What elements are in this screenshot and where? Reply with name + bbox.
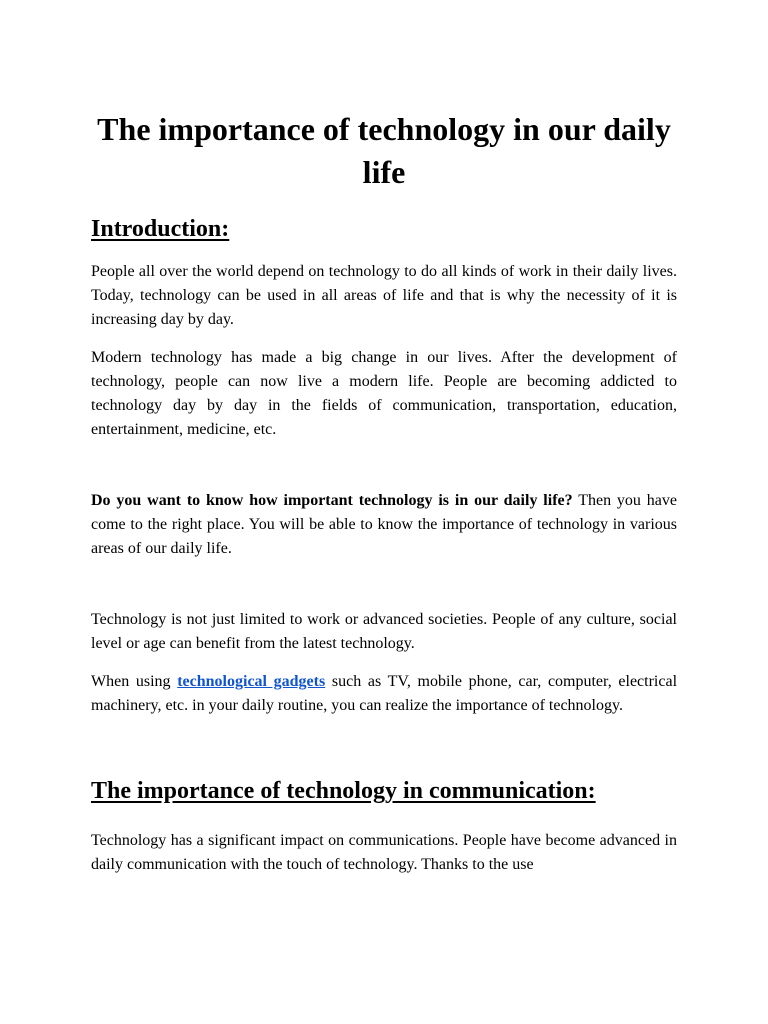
paragraph-6: Technology has a significant impact on communications. People have become advanced in daily communication with the touch of technology. Thanks to the use (91, 832, 677, 873)
paragraph-5 (91, 670, 677, 718)
document-title: The importance of technology in our daily life (97, 111, 671, 190)
paragraph-5-end: such as TV, mobile phone, car, computer, electrical machinery, etc. in your daily routine, you can realize the importance of technology. (91, 673, 678, 714)
technological-gadgets-link[interactable]: technological gadgets (177, 673, 326, 690)
paragraph-3-question: Do you want to know how important technology is in our daily life? (91, 492, 573, 509)
paragraph-4: Technology is not just limited to work or advanced societies. People of any culture, social level or age can benefit from the latest technology. (91, 611, 677, 652)
paragraph-3-rest: Then you have come to the right place. You will be able to know the importance of technology in various areas of our daily life. (91, 492, 677, 557)
paragraph-5-start: When using (91, 673, 178, 690)
document-body (91, 108, 677, 877)
introduction-heading: Introduction: (91, 216, 230, 242)
paragraph-3 (91, 489, 677, 561)
paragraph-1: People all over the world depend on technology to do all kinds of work in their daily lives. Today, technology can be used in all areas of life and that is why the necessity of it is increasing day by day. (91, 263, 677, 328)
paragraph-2: Modern technology has made a big change in our lives. After the development of technology, people can now live a modern life. People are becoming addicted to technology day by day in the fields of communication, transportation, education, entertainment, medicine, etc. (91, 349, 677, 438)
communication-heading: The importance of technology in communication: (91, 778, 596, 804)
